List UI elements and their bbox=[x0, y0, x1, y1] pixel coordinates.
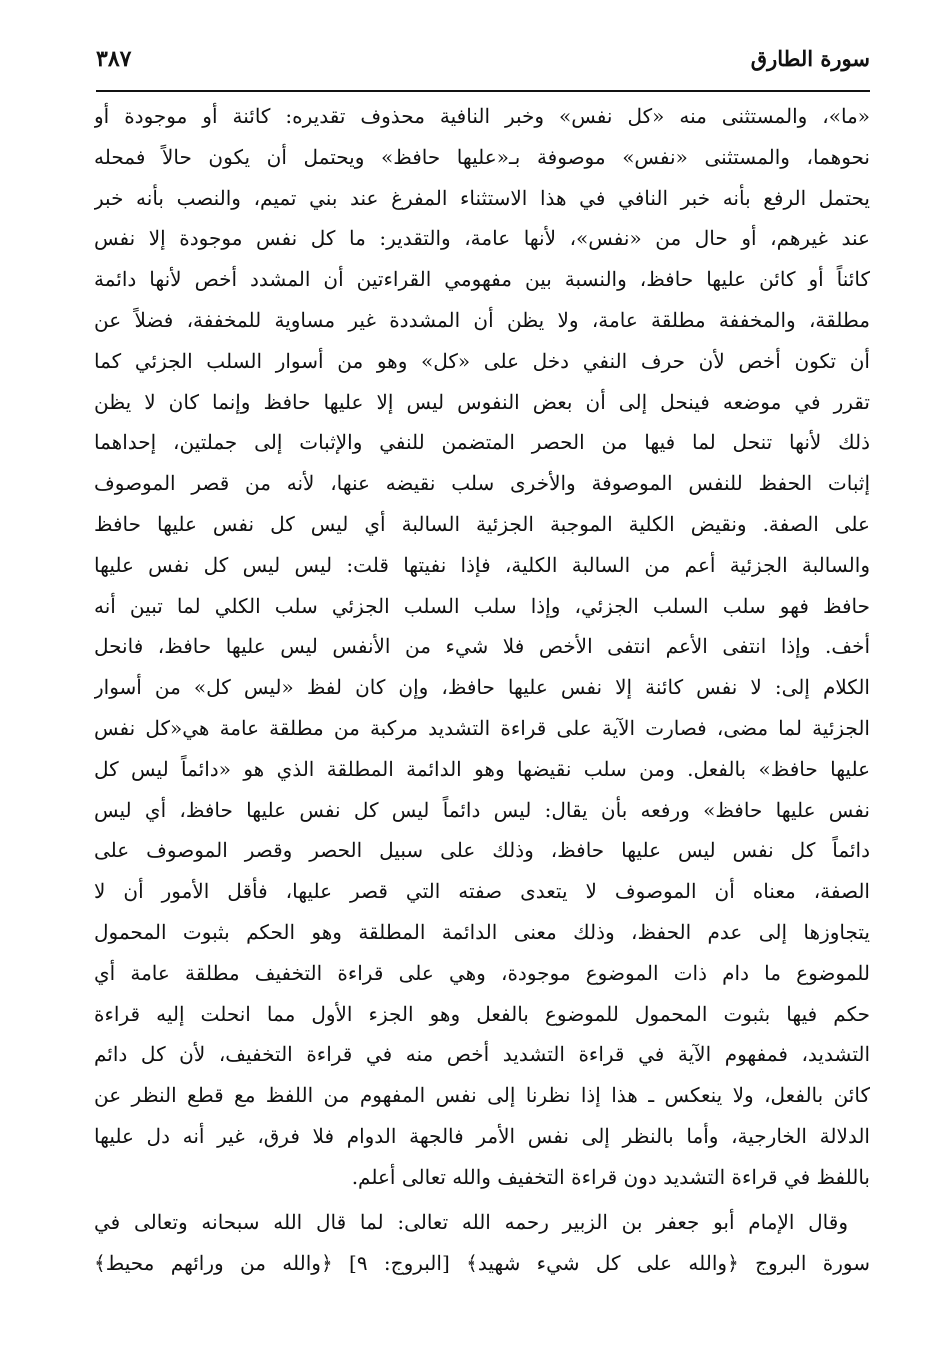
text-line: الصفة، معناه أن الموصوف لا يتعدى صفته التي قصر عليها، فأقل الأمور أن لا bbox=[94, 879, 870, 904]
text-line: ذلك لأنها تنحل لما فيها من الحصر المتضمن للنفي والإثبات إلى جملتين، إحداهما bbox=[94, 430, 870, 455]
quote-line: وقال الإمام أبو جعفر بن الزبير رحمه الله تعالى: لما قال الله سبحانه وتعالى في bbox=[94, 1210, 848, 1234]
text-line: كائناً أو كائن عليها حافظ، والنسبة بين مفهومي القراءتين أن المشدد أخص لأنها دائمة bbox=[94, 267, 870, 292]
text-line: التشديد، فمفهوم الآية في قراءة التشديد أخص منه في قراءة التخفيف، لأن كل دائم bbox=[94, 1042, 870, 1067]
text-line: باللفظ في قراءة التشديد دون قراءة التخفيف والله تعالى أعلم. bbox=[351, 1164, 870, 1189]
text-line: للموضوع ما دام ذات الموضوع موجودة، وهي على قراءة التخفيف مطلقة عامة أي bbox=[94, 960, 870, 985]
text-line: حافظ فهو سلب السلب الجزئي، وإذا سلب السلب الجزئي سلب الكلي لما تبين أنه bbox=[94, 593, 870, 618]
text-line: عند غيرهم، أو حال من «نفس»، لأنها عامة، والتقدير: ما كل نفس موجودة إلا نفس bbox=[94, 226, 870, 251]
text-line: الدلالة الخارجية، وأما بالنظر إلى نفس الأمر فالجهة الدوام فلا فرق، غير أنه دل عليها bbox=[94, 1123, 870, 1148]
text-line: تقرر في موضعه فينحل إلى أن بعض النفوس ليس إلا عليها حافظ وإنما كان لا يظن bbox=[94, 389, 870, 414]
text-line: يتجاوزها إلى عدم الحفظ، وذلك معنى الدائمة المطلقة وهو الحكم بثبوت المحمول bbox=[94, 919, 870, 944]
text-line: حكم فيها بثبوت المحمول للموضوع بالفعل وهو الجزء الأول مما انحلت إليه قراءة bbox=[94, 1001, 870, 1026]
text-line: أخف. وإذا انتفى الأعم انتفى الأخص فلا شيء من الأنفس ليس عليها حافظ، فانحل bbox=[94, 634, 870, 659]
text-line: دائماً كل نفس ليس عليها حافظ، وذلك على سبيل الحصر وقصر الموصوف على bbox=[94, 838, 870, 863]
text-line: كائن بالفعل، ولا ينعكس ـ هذا إذا نظرنا إلى نفس المفهوم من اللفظ مع قطع النظر عن bbox=[94, 1083, 870, 1108]
text-line: مطلقة، والمخففة مطلقة عامة، ولا يظن أن المشددة غير مساوية للمخففة، فضلاً عن bbox=[94, 307, 870, 332]
text-line: نحوهما، والمستثنى «نفس» موصوفة بـ«عليها حافظ» ويحتمل أن يكون حالاً فمحله bbox=[94, 144, 870, 169]
page-header bbox=[96, 44, 870, 88]
running-title: سورة الطارق bbox=[750, 46, 870, 71]
text-line: «ما»، والمستثنى منه «كل نفس» وخبر النافية محذوف تقديره: كائنة أو موجودة أو bbox=[94, 104, 870, 128]
text-line: يحتمل الرفع بأنه خبر النافي في هذا الاستثناء المفرغ عند بني تميم، والنصب بأنه خبر bbox=[94, 185, 870, 210]
text-line: والسالبة الجزئية أعم من السالبة الكلية، فإذا نفيتها قلت: ليس ليس كل نفس عليها bbox=[94, 552, 870, 577]
text-line: الجزئية لما مضى، فصارت الآية على قراءة التشديد مركبة من مطلقة عامة هي«كل نفس bbox=[94, 715, 870, 740]
text-line: الكلام إلى: لا نفس كائنة إلا نفس عليها حافظ، وإن كان لفظ «ليس كل» من أسوار bbox=[94, 675, 870, 700]
quote-line: سورة البروج ﴿والله على كل شيء شهيد﴾ [البروج: ٩] ﴿والله من ورائهم محيط﴾ bbox=[94, 1250, 870, 1275]
text-line: أن تكون أخص لأن حرف النفي دخل على «كل» وهو من أسوار السلب الجزئي كما bbox=[94, 348, 870, 373]
text-line: على الصفة. ونقيض الكلية الموجبة الجزئية السالبة أي ليس كل نفس عليها حافظ bbox=[94, 511, 870, 536]
quote-paragraph bbox=[94, 1202, 870, 1284]
body-paragraph bbox=[94, 96, 870, 1198]
header-divider bbox=[96, 90, 870, 92]
text-line: عليها حافظ» بالفعل. ومن سلب نقيضها وهو الدائمة المطلقة الذي هو «دائماً ليس كل bbox=[94, 756, 870, 781]
text-line: نفس عليها حافظ» ورفعه بأن يقال: ليس دائماً ليس كل نفس عليها حافظ، أي ليس bbox=[94, 797, 870, 822]
page-number: ٣٨٧ bbox=[96, 46, 132, 72]
text-line: إثبات الحفظ للنفس الموصوفة والأخرى سلب نقيضه عنها، لأنه من قصر الموصوف bbox=[94, 471, 870, 496]
